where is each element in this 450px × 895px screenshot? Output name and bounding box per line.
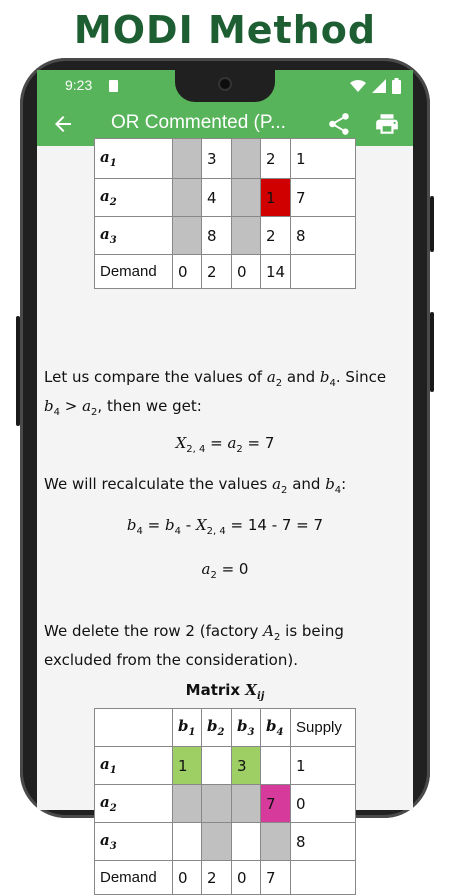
- table-row: [95, 179, 356, 217]
- table-row: [95, 785, 356, 823]
- highlighted-cell: 1: [261, 179, 291, 217]
- table-cell: 7: [261, 861, 291, 895]
- row-header-a1: $a_1$: [95, 139, 173, 179]
- highlighted-cell: 7: [261, 785, 291, 823]
- paragraph-recalculate: We will recalculate the values $a_2$ and $b_4$:: [44, 475, 347, 496]
- table-row: [95, 139, 356, 179]
- front-camera: [218, 77, 232, 91]
- table-row: [95, 255, 356, 289]
- phone-screen: [37, 70, 413, 887]
- demand-label: Demand: [95, 255, 173, 289]
- formula-x24: $X_{2, 4} = a_2 = 7$: [175, 434, 275, 455]
- row-header-a3: $a_3$: [95, 217, 173, 255]
- table-cell: [232, 179, 261, 217]
- table-cell: 2: [261, 217, 291, 255]
- status-time: 9:23: [65, 77, 93, 93]
- slider-button: [430, 196, 434, 252]
- sim-card-icon: [109, 80, 118, 92]
- table-cell: [261, 823, 291, 861]
- table-cell: [261, 747, 291, 785]
- article-content: [37, 146, 413, 887]
- paragraph-delete-row: We delete the row 2 (factory $A_2$ is being excluded from the consideration).: [44, 622, 344, 669]
- basic-cell: 3: [232, 747, 261, 785]
- matrix-table-bottom: [94, 708, 356, 895]
- table-cell: [173, 217, 202, 255]
- column-header-b3: $b_3$: [232, 709, 261, 747]
- table-row: [95, 823, 356, 861]
- table-cell: [232, 785, 261, 823]
- status-icons: [350, 78, 401, 94]
- share-icon[interactable]: [326, 111, 352, 137]
- table-cell: 8: [291, 823, 356, 861]
- table-cell: 2: [202, 255, 232, 289]
- table-cell: [173, 823, 202, 861]
- table-cell: 2: [261, 139, 291, 179]
- column-header-b1: $b_1$: [173, 709, 202, 747]
- table-cell: 0: [291, 785, 356, 823]
- table-cell: 7: [291, 179, 356, 217]
- table-cell: [291, 255, 356, 289]
- table-cell: 3: [202, 139, 232, 179]
- row-header-a1: $a_1$: [95, 747, 173, 785]
- table-row: [95, 747, 356, 785]
- table-cell: 0: [232, 255, 261, 289]
- table-cell: 8: [291, 217, 356, 255]
- toolbar-title: OR Commented (P...: [111, 112, 286, 133]
- table-cell: 1: [291, 747, 356, 785]
- table-row: [95, 217, 356, 255]
- table-cell: 0: [232, 861, 261, 895]
- arrow-left-icon[interactable]: [51, 112, 75, 136]
- table-cell: [232, 139, 261, 179]
- page-banner-title: MODI Method: [73, 8, 377, 52]
- demand-label: Demand: [95, 861, 173, 895]
- table-cell: 14: [261, 255, 291, 289]
- table-header-row: [95, 709, 356, 747]
- table-cell: [232, 823, 261, 861]
- formula-b4: $b_4 = b_4 - X_{2, 4} = 14 - 7 = 7$: [126, 516, 324, 537]
- corner-cell: [95, 709, 173, 747]
- table-cell: [202, 823, 232, 861]
- table-cell: [291, 861, 356, 895]
- basic-cell: 1: [173, 747, 202, 785]
- row-header-a3: $a_3$: [95, 823, 173, 861]
- row-header-a2: $a_2$: [95, 785, 173, 823]
- table-cell: [173, 139, 202, 179]
- signal-icon: [372, 79, 386, 93]
- wifi-icon: [350, 79, 366, 93]
- column-header-b4: $b_4$: [261, 709, 291, 747]
- battery-icon: [392, 78, 401, 94]
- table-cell: 4: [202, 179, 232, 217]
- table-cell: [202, 747, 232, 785]
- table-cell: 8: [202, 217, 232, 255]
- paragraph-compare: Let us compare the values of $a_2$ and $b_4$. Since $b_4 > a_2$, then we get:: [44, 368, 387, 418]
- table-cell: 0: [173, 861, 202, 895]
- table-cell: [202, 785, 232, 823]
- print-icon[interactable]: [374, 111, 400, 137]
- volume-button: [16, 316, 20, 426]
- row-header-a2: $a_2$: [95, 179, 173, 217]
- table-cell: [173, 179, 202, 217]
- column-header-b2: $b_2$: [202, 709, 232, 747]
- table-cell: [173, 785, 202, 823]
- column-header-supply: Supply: [291, 709, 356, 747]
- table-cell: [232, 217, 261, 255]
- table-cell: 1: [291, 139, 356, 179]
- table-row: [95, 861, 356, 895]
- formula-a2: $a_2 = 0$: [201, 560, 249, 581]
- power-button: [430, 312, 434, 392]
- camera-notch: [175, 70, 275, 102]
- table-cell: 0: [173, 255, 202, 289]
- matrix-table-top: [94, 138, 356, 289]
- matrix-title: Matrix $X_{ij}$: [185, 681, 265, 702]
- table-cell: 2: [202, 861, 232, 895]
